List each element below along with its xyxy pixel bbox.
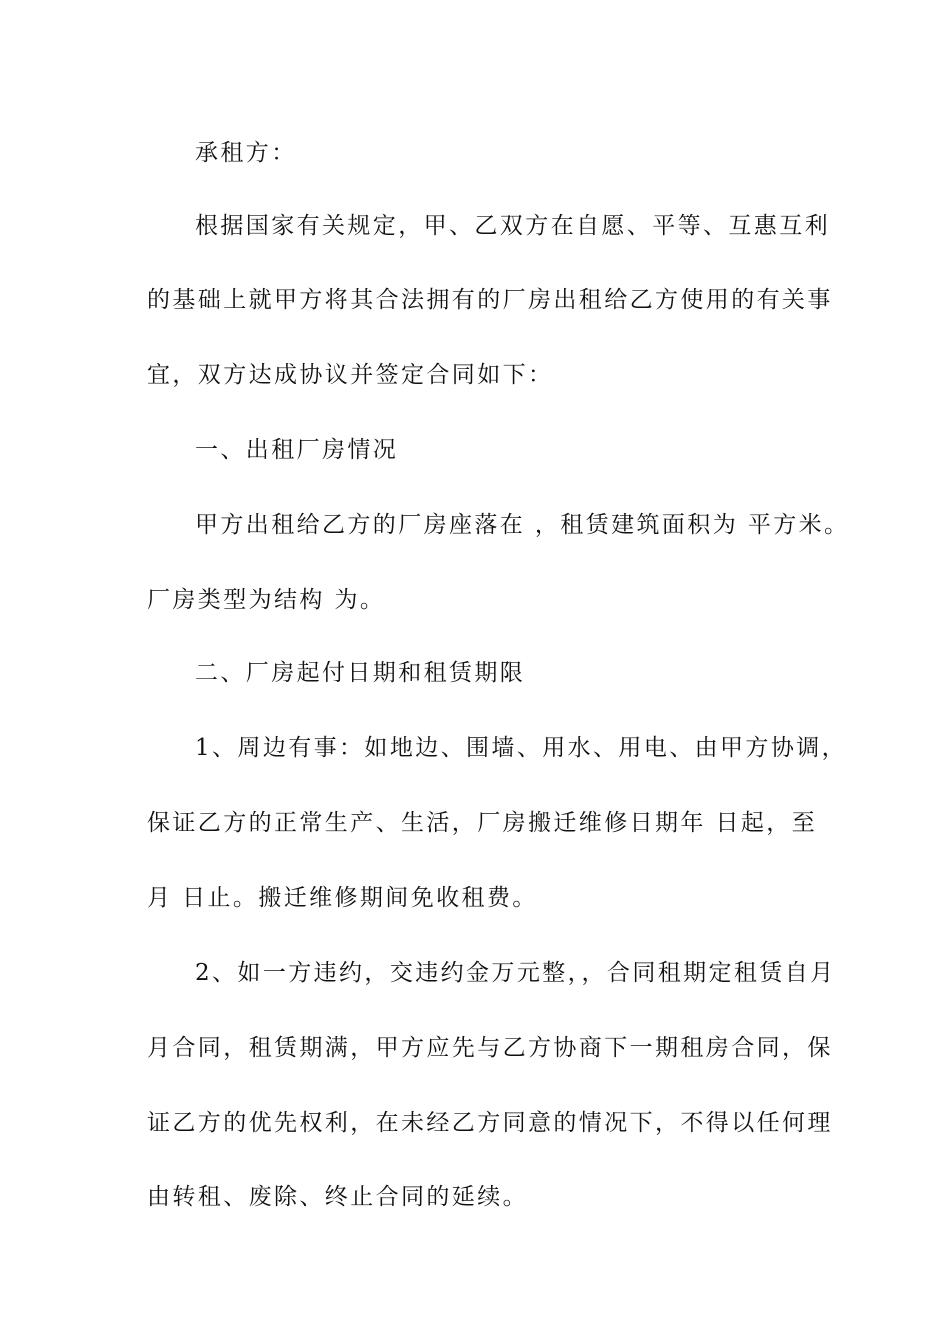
paragraph-line: 厂房类型为结构 为。 bbox=[147, 587, 386, 613]
paragraph-line: 的基础上就甲方将其合法拥有的厂房出租给乙方使用的有关事 bbox=[147, 287, 833, 313]
clause-2-line: 由转租、废除、终止合同的延续。 bbox=[147, 1184, 528, 1210]
clause-2-line: 月合同，租赁期满，甲方应先与乙方协商下一期租房合同，保 bbox=[147, 1035, 833, 1061]
clause-2-line: 2、如一方违约，交违约金万元整，，合同租期定租赁自月 bbox=[195, 960, 836, 986]
clause-1-line: 月 日止。搬迁维修期间免收租费。 bbox=[147, 885, 538, 911]
section-heading-1: 一、出租厂房情况 bbox=[195, 437, 399, 463]
paragraph-line: 宜，双方达成协议并签定合同如下： bbox=[147, 362, 554, 388]
clause-2-line: 证乙方的优先权利，在未经乙方同意的情况下，不得以任何理 bbox=[147, 1110, 833, 1136]
clause-1-line: 1、周边有事：如地边、围墙、用水、用电、由甲方协调， bbox=[195, 735, 848, 761]
clause-1-line: 保证乙方的正常生产、生活，厂房搬迁维修日期年 日起，至 bbox=[147, 810, 818, 836]
paragraph-line: 根据国家有关规定，甲、乙双方在自愿、平等、互惠互利 bbox=[195, 213, 830, 239]
lessee-label: 承租方： bbox=[195, 140, 297, 166]
paragraph-line: 甲方出租给乙方的厂房座落在 ，租赁建筑面积为 平方米。 bbox=[195, 512, 850, 538]
section-heading-2: 二、厂房起付日期和租赁期限 bbox=[195, 660, 526, 686]
